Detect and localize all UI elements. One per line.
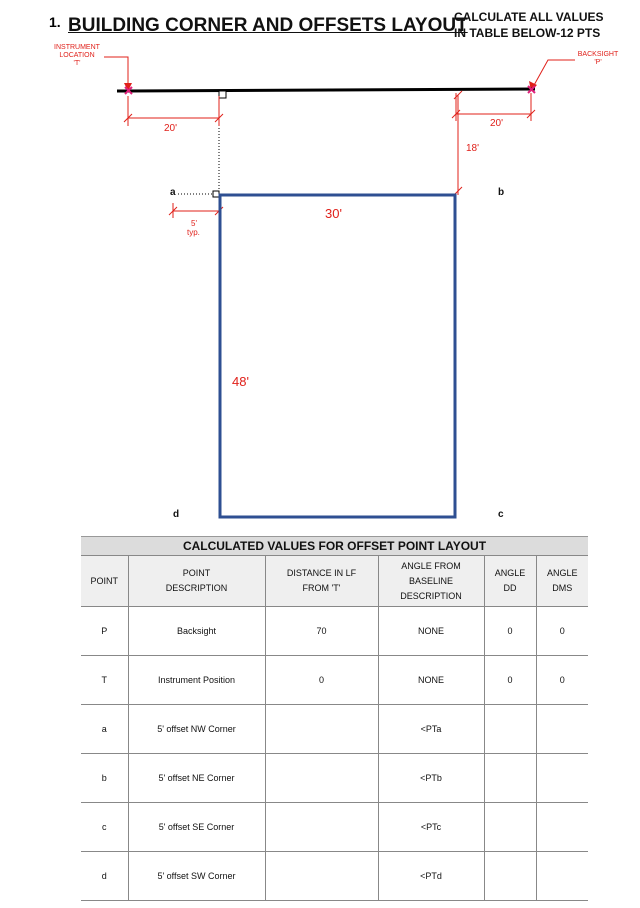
cell-point: c xyxy=(81,803,128,852)
cell-dms xyxy=(536,754,588,803)
instrument-label-line-2: LOCATION xyxy=(59,52,95,59)
cell-dd xyxy=(484,803,536,852)
backsight-label xyxy=(572,51,624,67)
cell-point: b xyxy=(81,754,128,803)
dim-30-label: 30' xyxy=(325,206,342,221)
cell-angle: <PTb xyxy=(378,754,484,803)
point-a-label: a xyxy=(170,187,176,198)
table-caption: CALCULATED VALUES FOR OFFSET POINT LAYOUT xyxy=(81,537,588,556)
instrument-location-label xyxy=(50,44,104,68)
table-row xyxy=(81,656,588,705)
building-outline xyxy=(220,195,455,517)
cell-distance xyxy=(265,705,378,754)
cell-point: P xyxy=(81,607,128,656)
header-description: POINT DESCRIPTION xyxy=(128,556,265,607)
cell-angle: NONE xyxy=(378,607,484,656)
cell-angle: <PTa xyxy=(378,705,484,754)
dim-right-20-label: 20' xyxy=(490,118,504,129)
instructions-line-2: IN TABLE BELOW-12 PTS xyxy=(454,26,601,40)
cell-distance xyxy=(265,852,378,901)
dim-18-label: 18' xyxy=(466,143,480,154)
instrument-label-line-1: INSTRUMENT xyxy=(54,44,100,51)
offset-values-table xyxy=(81,536,588,901)
point-d-label: d xyxy=(173,509,180,520)
cell-description: 5' offset NW Corner xyxy=(128,705,265,754)
page-title: BUILDING CORNER AND OFFSETS LAYOUT xyxy=(68,15,468,36)
backsight-label-line-1: BACKSIGHT xyxy=(577,51,619,58)
cell-distance xyxy=(265,754,378,803)
header-point: POINT xyxy=(81,556,128,607)
problem-number: 1. xyxy=(49,14,61,30)
dim-left-20-label: 20' xyxy=(164,123,178,134)
cell-point: d xyxy=(81,852,128,901)
cell-dd: 0 xyxy=(484,607,536,656)
cell-dd xyxy=(484,754,536,803)
cell-distance: 70 xyxy=(265,607,378,656)
dim-5-label: 5' xyxy=(191,219,197,228)
header-angle-baseline: ANGLE FROM BASELINE DESCRIPTION xyxy=(378,556,484,607)
cell-description: 5' offset SE Corner xyxy=(128,803,265,852)
table-row xyxy=(81,852,588,901)
cell-dms xyxy=(536,803,588,852)
cell-dms: 0 xyxy=(536,656,588,705)
cell-dd xyxy=(484,852,536,901)
dim-typ-label: typ. xyxy=(187,228,200,237)
dim-left-20-line xyxy=(124,96,223,126)
header-distance: DISTANCE IN LF FROM 'T' xyxy=(265,556,378,607)
table-row xyxy=(81,803,588,852)
table-header-row xyxy=(81,556,588,607)
header-angle-dms: ANGLE DMS xyxy=(536,556,588,607)
baseline-right-angle-marker xyxy=(219,91,226,98)
offset-right-angle-marker xyxy=(213,191,219,197)
table-row xyxy=(81,754,588,803)
baseline xyxy=(117,89,535,91)
point-b-label: b xyxy=(498,187,505,198)
cell-angle: <PTc xyxy=(378,803,484,852)
backsight-leader xyxy=(533,60,575,87)
cell-dms xyxy=(536,852,588,901)
table-row xyxy=(81,705,588,754)
dim-48-label: 48' xyxy=(232,374,249,389)
dim-5-line xyxy=(169,203,223,218)
point-c-label: c xyxy=(498,509,504,520)
backsight-label-line-2: 'P' xyxy=(594,59,602,66)
cell-description: 5' offset SW Corner xyxy=(128,852,265,901)
cell-point: a xyxy=(81,705,128,754)
cell-angle: <PTd xyxy=(378,852,484,901)
cell-description: 5' offset NE Corner xyxy=(128,754,265,803)
instructions-line-1: CALCULATE ALL VALUES xyxy=(454,10,604,24)
dim-right-20-line xyxy=(452,93,535,121)
cell-dd xyxy=(484,705,536,754)
cell-dd: 0 xyxy=(484,656,536,705)
cell-description: Backsight xyxy=(128,607,265,656)
cell-description: Instrument Position xyxy=(128,656,265,705)
table-row xyxy=(81,607,588,656)
cell-angle: NONE xyxy=(378,656,484,705)
cell-dms: 0 xyxy=(536,607,588,656)
cell-distance: 0 xyxy=(265,656,378,705)
cell-dms xyxy=(536,705,588,754)
header-angle-dd: ANGLE DD xyxy=(484,556,536,607)
cell-point: T xyxy=(81,656,128,705)
dim-18-line xyxy=(454,91,462,195)
cell-distance xyxy=(265,803,378,852)
instrument-label-line-3: 'T' xyxy=(73,60,81,67)
